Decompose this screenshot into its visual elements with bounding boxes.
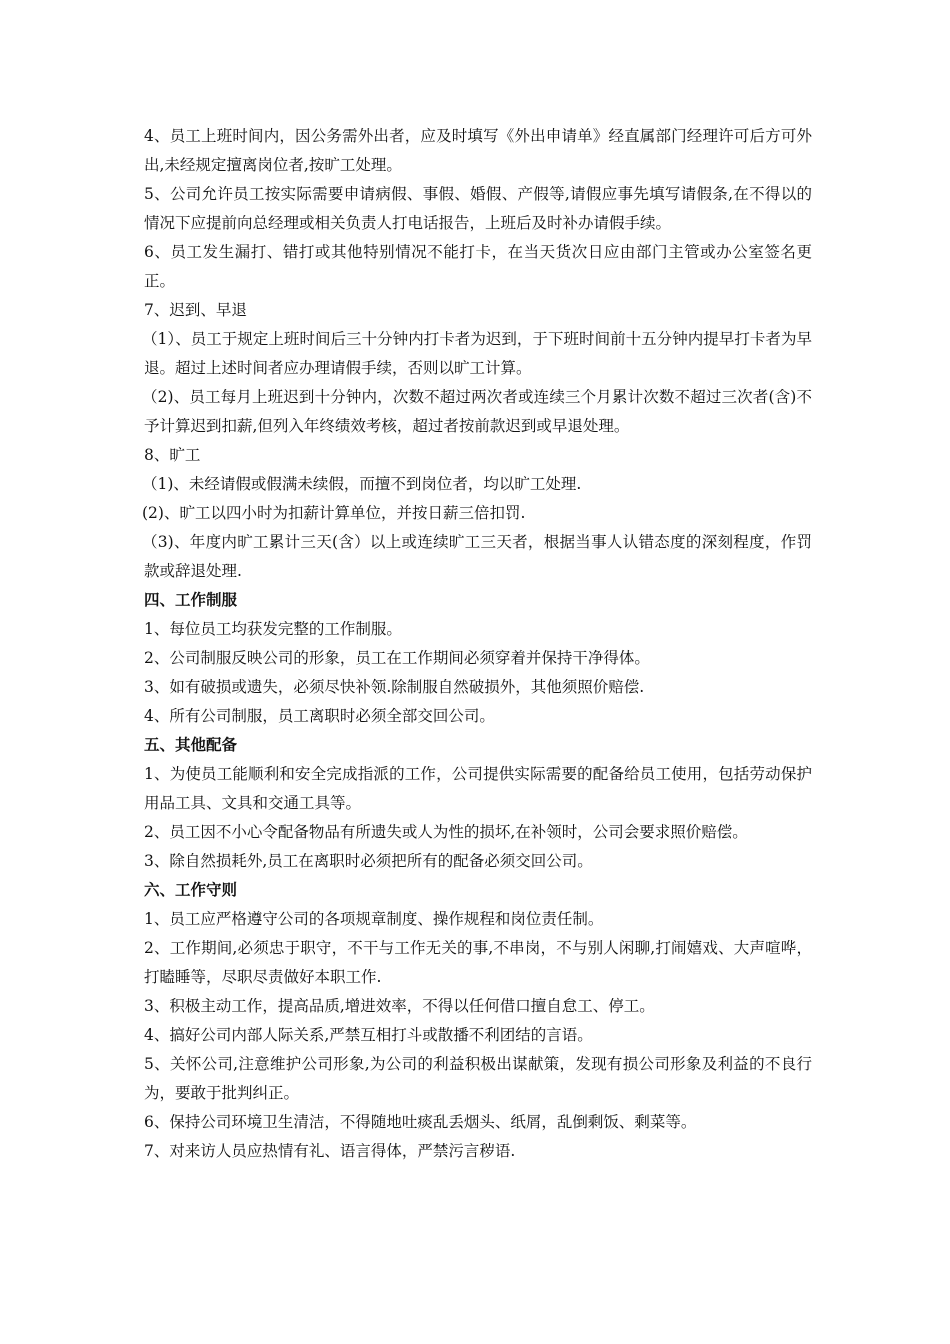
paragraph-attendance-5: 5、公司允许员工按实际需要申请病假、事假、婚假、产假等,请假应事先填写请假条,在不得以的情况下应提前向总经理或相关负责人打电话报告，上班后及时补办请假手续。 [144, 185, 812, 232]
paragraph-absence-3: （3)、年度内旷工累计三天(含）以上或连续旷工三天者，根据当事人认错态度的深刻程度，作罚款或辞退处理. [142, 533, 812, 580]
paragraph-uniform-2: 2、公司制服反映公司的形象，员工在工作期间必须穿着并保持干净得体。 [144, 649, 650, 667]
paragraph-rules-3: 3、积极主动工作，提高品质,增进效率，不得以任何借口擅自怠工、停工。 [144, 997, 655, 1015]
paragraph-absence-1: （1)、未经请假或假满未续假，而擅不到岗位者，均以旷工处理. [142, 475, 582, 493]
paragraph-equipment-1: 1、为使员工能顺利和安全完成指派的工作，公司提供实际需要的配备给员工使用，包括劳动保护用品工具、文具和交通工具等。 [144, 765, 812, 812]
paragraph-rules-6: 6、保持公司环境卫生清洁，不得随地吐痰乱丢烟头、纸屑，乱倒剩饭、剩菜等。 [144, 1113, 697, 1131]
paragraph-equipment-2: 2、员工因不小心令配备物品有所遗失或人为性的损坏,在补领时，公司会要求照价赔偿。 [144, 823, 748, 841]
paragraph-late-2: （2)、员工每月上班迟到十分钟内，次数不超过两次者或连续三个月累计次数不超过三次者(含)不予计算迟到扣薪,但列入年终绩效考核，超过者按前款迟到或早退处理。 [142, 388, 812, 435]
paragraph-absence-2: (2)、旷工以四小时为扣薪计算单位，并按日薪三倍扣罚. [142, 504, 526, 522]
paragraph-attendance-6: 6、员工发生漏打、错打或其他特别情况不能打卡，在当天货次日应由部门主管或办公室签名更正。 [144, 243, 812, 290]
paragraph-uniform-3: 3、如有破损或遗失，必须尽快补领.除制服自然破损外，其他须照价赔偿. [144, 678, 645, 696]
paragraph-attendance-4: 4、员工上班时间内，因公务需外出者，应及时填写《外出申请单》经直属部门经理许可后方可外出,未经规定擅离岗位者,按旷工处理。 [144, 127, 812, 174]
paragraph-rules-5: 5、关怀公司,注意维护公司形象,为公司的利益积极出谋献策，发现有损公司形象及利益的不良行为，要敢于批判纠正。 [144, 1055, 812, 1102]
section-heading-equipment: 五、其他配备 [144, 736, 238, 754]
section-heading-uniform: 四、工作制服 [144, 591, 238, 609]
paragraph-uniform-4: 4、所有公司制服，员工离职时必须全部交回公司。 [144, 707, 495, 725]
paragraph-rules-4: 4、搞好公司内部人际关系,严禁互相打斗或散播不利团结的言语。 [144, 1026, 593, 1044]
paragraph-late-1: （1）、员工于规定上班时间后三十分钟内打卡者为迟到，于下班时间前十五分钟内提早打卡者为早退。超过上述时间者应办理请假手续，否则以旷工计算。 [142, 330, 812, 377]
paragraph-equipment-3: 3、除自然损耗外,员工在离职时必须把所有的配备必须交回公司。 [144, 852, 593, 870]
paragraph-rules-7: 7、对来访人员应热情有礼、语言得体，严禁污言秽语. [144, 1142, 516, 1160]
paragraph-rules-2: 2、工作期间,必须忠于职守，不干与工作无关的事,不串岗，不与别人闲聊,打闹嬉戏、大声喧哗，打瞌睡等，尽职尽责做好本职工作. [144, 939, 812, 986]
paragraph-attendance-7: 7、迟到、早退 [144, 301, 247, 319]
paragraph-attendance-8: 8、旷工 [144, 446, 201, 464]
paragraph-rules-1: 1、员工应严格遵守公司的各项规章制度、操作规程和岗位责任制。 [144, 910, 604, 928]
section-heading-work-rules: 六、工作守则 [144, 881, 238, 899]
document-page [144, 122, 812, 1166]
paragraph-uniform-1: 1、每位员工均获发完整的工作制服。 [144, 620, 402, 638]
